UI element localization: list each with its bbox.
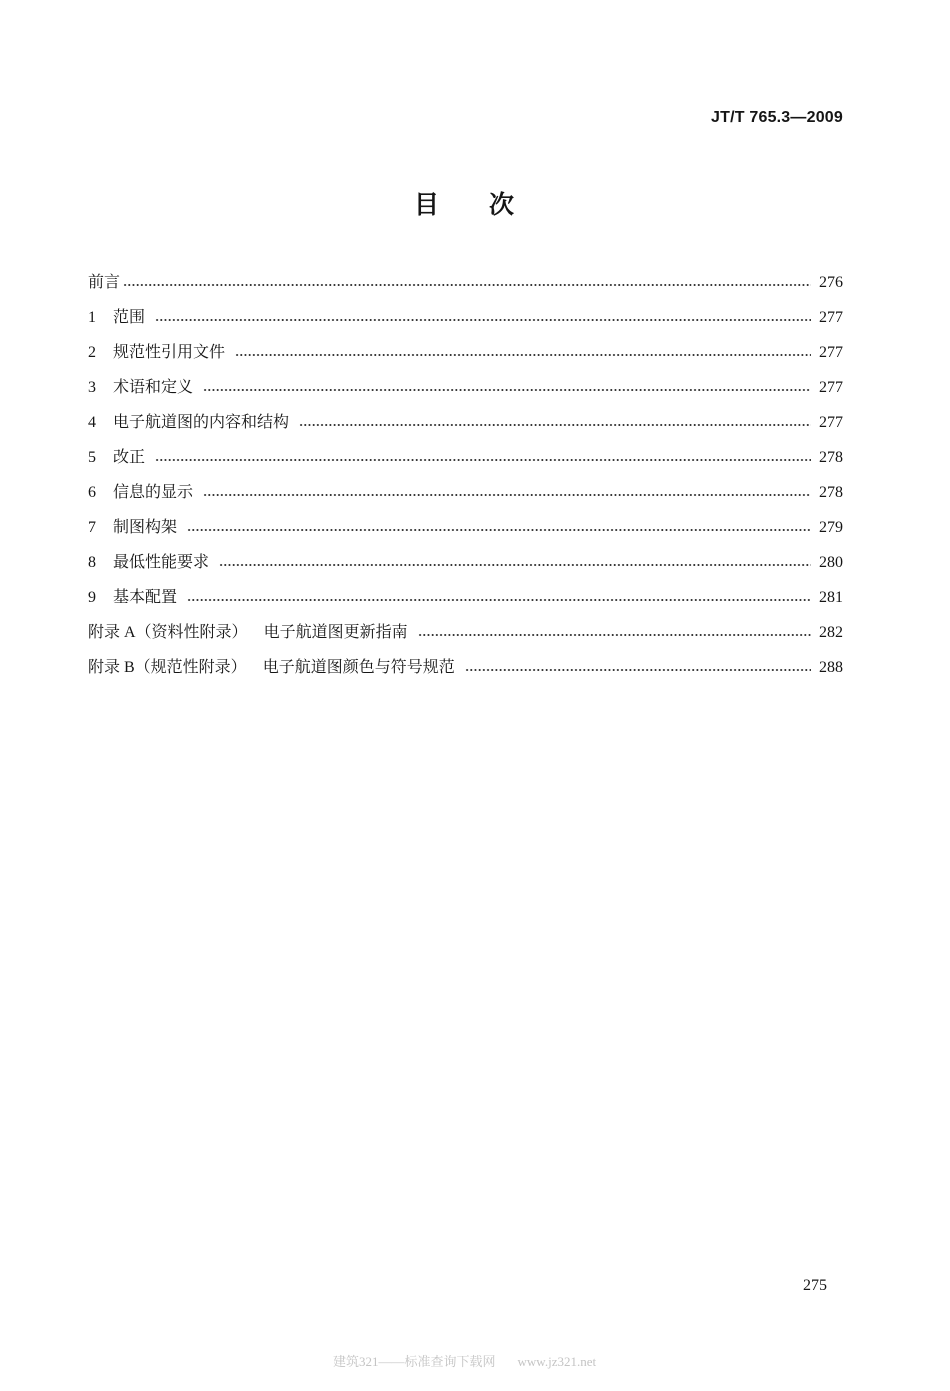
toc-entry-page: 280 (819, 554, 843, 571)
toc-entry-number: 8 (88, 554, 96, 571)
page-number: 275 (803, 1277, 827, 1294)
toc-entry-label: 范围 (113, 309, 146, 326)
toc-entry-appendix-b (88, 650, 843, 685)
toc-entry-label: 制图构架 (113, 519, 178, 536)
toc-entry-6 (88, 475, 843, 510)
toc-entry-number: 4 (88, 414, 96, 431)
toc-leader-dots (203, 494, 811, 496)
toc-entry-7 (88, 510, 843, 545)
standard-code-header: JT/T 765.3—2009 (711, 109, 843, 126)
toc-entry-number: 9 (88, 589, 96, 606)
toc-entry-page: 281 (819, 589, 843, 606)
toc-entry-number: 2 (88, 344, 96, 361)
toc-entry-page: 288 (819, 659, 843, 676)
toc-entry-page: 276 (819, 274, 843, 291)
toc-entry-label: 改正 (113, 449, 146, 466)
toc-entry-1 (88, 300, 843, 335)
toc-leader-dots (123, 284, 811, 286)
toc-entry-page: 278 (819, 449, 843, 466)
toc-entry-page: 277 (819, 379, 843, 396)
toc-leader-dots (465, 669, 811, 671)
toc-entry-2 (88, 335, 843, 370)
toc-entry-9 (88, 580, 843, 615)
toc-entry-page: 282 (819, 624, 843, 641)
toc-entry-page: 278 (819, 484, 843, 501)
toc-entry-number: 3 (88, 379, 96, 396)
toc-entry-3 (88, 370, 843, 405)
toc-entry-number: 5 (88, 449, 96, 466)
toc-entry-label: 前言 (88, 274, 121, 291)
toc-entry-label: 术语和定义 (113, 379, 194, 396)
toc-entry-page: 279 (819, 519, 843, 536)
toc-leader-dots (219, 564, 811, 566)
toc-leader-dots (299, 424, 811, 426)
toc-entry-label: 规范性引用文件 (113, 344, 226, 361)
page-title: 目 次 (414, 190, 515, 219)
toc-entry-5 (88, 440, 843, 475)
toc-entry-page: 277 (819, 309, 843, 326)
toc-entry-label: 电子航道图的内容和结构 (113, 414, 290, 431)
toc-leader-dots (155, 459, 811, 461)
table-of-contents (88, 265, 843, 685)
toc-appendix-title: 电子航道图更新指南 (263, 624, 408, 641)
toc-entry-label: 最低性能要求 (113, 554, 210, 571)
toc-entry-number: 1 (88, 309, 96, 326)
toc-entry-page: 277 (819, 344, 843, 361)
toc-appendix-title: 电子航道图颜色与符号规范 (262, 659, 455, 676)
toc-leader-dots (187, 599, 811, 601)
toc-entry-label: 基本配置 (113, 589, 178, 606)
toc-entry-8 (88, 545, 843, 580)
toc-entry-page: 277 (819, 414, 843, 431)
toc-appendix-label: 附录 B（规范性附录） (88, 659, 247, 676)
toc-appendix-label: 附录 A（资料性附录） (88, 624, 248, 641)
toc-leader-dots (418, 634, 811, 636)
toc-leader-dots (235, 354, 811, 356)
toc-entry-foreword (88, 265, 843, 300)
footer-site-name: 建筑321——标准查询下载网 (333, 1354, 496, 1369)
footer-url: www.jz321.net (517, 1354, 597, 1369)
toc-entry-label: 信息的显示 (113, 484, 194, 501)
toc-leader-dots (155, 319, 811, 321)
toc-entry-4 (88, 405, 843, 440)
toc-entry-appendix-a (88, 615, 843, 650)
toc-leader-dots (187, 529, 811, 531)
footer-watermark (333, 1353, 596, 1371)
toc-entry-number: 6 (88, 484, 96, 501)
toc-leader-dots (203, 389, 811, 391)
toc-entry-number: 7 (88, 519, 96, 536)
